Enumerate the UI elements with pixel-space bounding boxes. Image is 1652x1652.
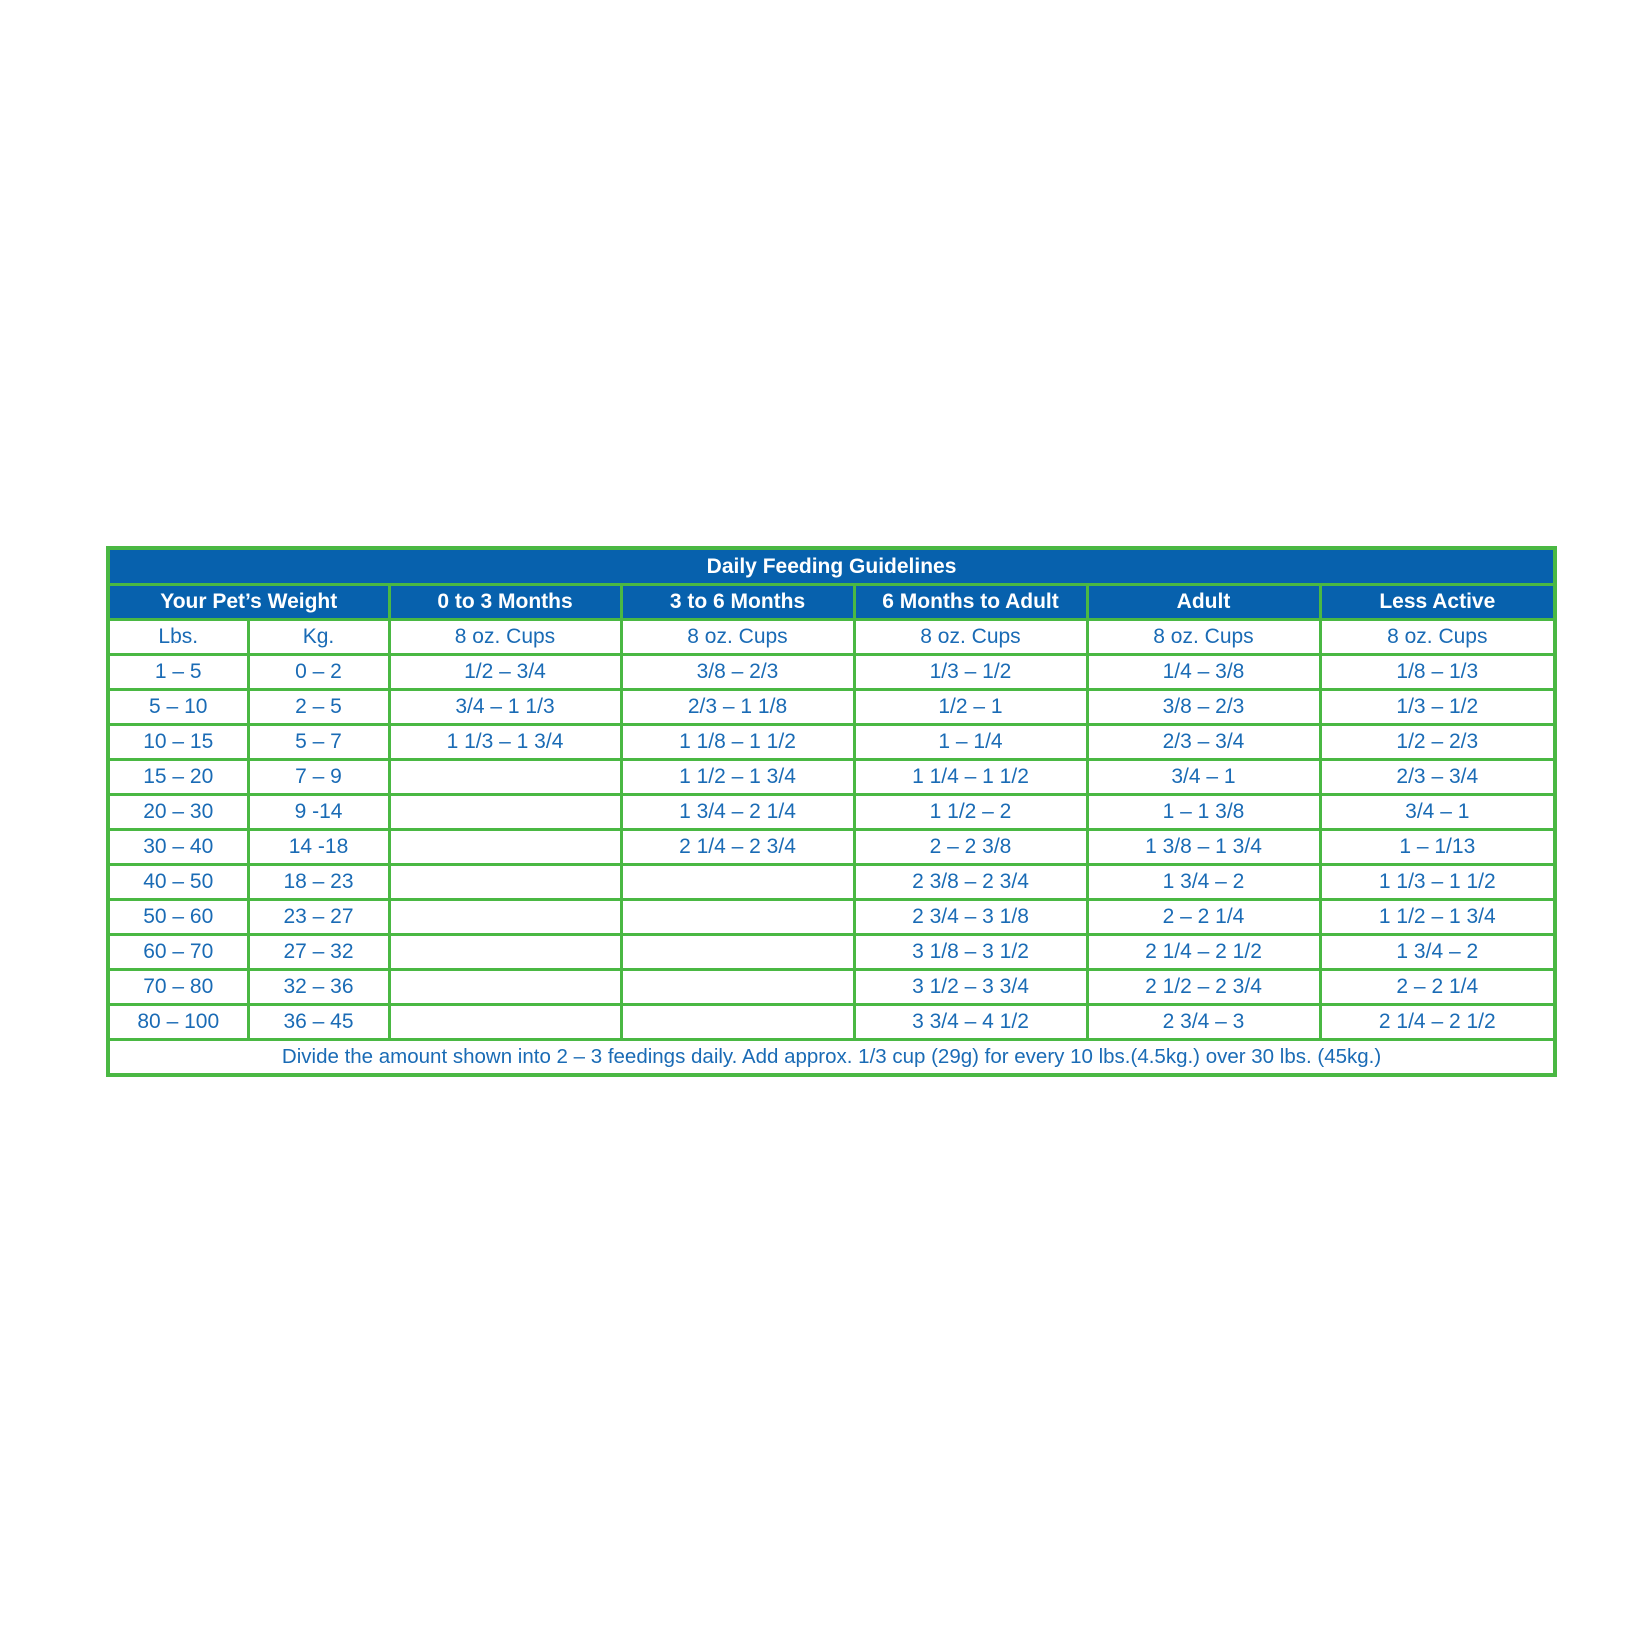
note-row xyxy=(108,1040,1555,1076)
cups-less-active: 2/3 – 3/4 xyxy=(1320,760,1555,795)
table-row xyxy=(108,970,1555,1005)
kg-cell: 5 – 7 xyxy=(248,725,389,760)
kg-cell: 32 – 36 xyxy=(248,970,389,1005)
kg-cell: 7 – 9 xyxy=(248,760,389,795)
cups-3-6-months: 2/3 – 1 1/8 xyxy=(621,690,854,725)
kg-cell: 23 – 27 xyxy=(248,900,389,935)
header-3-6-months: 3 to 6 Months xyxy=(621,585,854,620)
cups-adult: 2 1/2 – 2 3/4 xyxy=(1087,970,1320,1005)
cups-adult: 1 3/4 – 2 xyxy=(1087,865,1320,900)
table-row xyxy=(108,900,1555,935)
table-row xyxy=(108,1005,1555,1040)
table-row xyxy=(108,725,1555,760)
units-row xyxy=(108,620,1555,655)
cups-6-months-adult: 3 3/4 – 4 1/2 xyxy=(854,1005,1087,1040)
table-row xyxy=(108,760,1555,795)
cups-0-3-months: 1/2 – 3/4 xyxy=(389,655,621,690)
unit-cups: 8 oz. Cups xyxy=(389,620,621,655)
cups-3-6-months: 3/8 – 2/3 xyxy=(621,655,854,690)
lbs-cell: 1 – 5 xyxy=(108,655,248,690)
cups-less-active: 1/2 – 2/3 xyxy=(1320,725,1555,760)
cups-adult: 1 – 1 3/8 xyxy=(1087,795,1320,830)
kg-cell: 27 – 32 xyxy=(248,935,389,970)
cups-less-active: 1 – 1/13 xyxy=(1320,830,1555,865)
cups-0-3-months xyxy=(389,865,621,900)
table-row xyxy=(108,830,1555,865)
cups-6-months-adult: 3 1/2 – 3 3/4 xyxy=(854,970,1087,1005)
cups-less-active: 1 1/3 – 1 1/2 xyxy=(1320,865,1555,900)
lbs-cell: 50 – 60 xyxy=(108,900,248,935)
cups-6-months-adult: 1/3 – 1/2 xyxy=(854,655,1087,690)
lbs-cell: 5 – 10 xyxy=(108,690,248,725)
cups-6-months-adult: 2 3/4 – 3 1/8 xyxy=(854,900,1087,935)
unit-kg: Kg. xyxy=(248,620,389,655)
cups-0-3-months xyxy=(389,830,621,865)
table-row xyxy=(108,655,1555,690)
cups-less-active: 2 1/4 – 2 1/2 xyxy=(1320,1005,1555,1040)
table-body xyxy=(108,620,1555,1040)
title-row xyxy=(108,548,1555,585)
cups-adult: 3/8 – 2/3 xyxy=(1087,690,1320,725)
lbs-cell: 15 – 20 xyxy=(108,760,248,795)
lbs-cell: 80 – 100 xyxy=(108,1005,248,1040)
kg-cell: 0 – 2 xyxy=(248,655,389,690)
table-row xyxy=(108,935,1555,970)
cups-3-6-months xyxy=(621,900,854,935)
kg-cell: 9 -14 xyxy=(248,795,389,830)
cups-6-months-adult: 1 – 1/4 xyxy=(854,725,1087,760)
unit-cups: 8 oz. Cups xyxy=(1087,620,1320,655)
cups-3-6-months: 1 1/2 – 1 3/4 xyxy=(621,760,854,795)
cups-less-active: 1 1/2 – 1 3/4 xyxy=(1320,900,1555,935)
cups-6-months-adult: 1 1/4 – 1 1/2 xyxy=(854,760,1087,795)
cups-adult: 1/4 – 3/8 xyxy=(1087,655,1320,690)
cups-6-months-adult: 2 – 2 3/8 xyxy=(854,830,1087,865)
lbs-cell: 20 – 30 xyxy=(108,795,248,830)
cups-adult: 3/4 – 1 xyxy=(1087,760,1320,795)
cups-3-6-months: 2 1/4 – 2 3/4 xyxy=(621,830,854,865)
kg-cell: 36 – 45 xyxy=(248,1005,389,1040)
unit-lbs: Lbs. xyxy=(108,620,248,655)
cups-less-active: 1/3 – 1/2 xyxy=(1320,690,1555,725)
cups-0-3-months xyxy=(389,1005,621,1040)
lbs-cell: 10 – 15 xyxy=(108,725,248,760)
cups-less-active: 1/8 – 1/3 xyxy=(1320,655,1555,690)
cups-0-3-months xyxy=(389,795,621,830)
cups-0-3-months xyxy=(389,760,621,795)
cups-6-months-adult: 1/2 – 1 xyxy=(854,690,1087,725)
unit-cups: 8 oz. Cups xyxy=(621,620,854,655)
cups-adult: 2 1/4 – 2 1/2 xyxy=(1087,935,1320,970)
cups-3-6-months xyxy=(621,970,854,1005)
table-row xyxy=(108,795,1555,830)
lbs-cell: 70 – 80 xyxy=(108,970,248,1005)
cups-6-months-adult: 1 1/2 – 2 xyxy=(854,795,1087,830)
kg-cell: 18 – 23 xyxy=(248,865,389,900)
header-less-active: Less Active xyxy=(1320,585,1555,620)
feeding-guidelines-table xyxy=(106,546,1557,1077)
kg-cell: 2 – 5 xyxy=(248,690,389,725)
cups-0-3-months xyxy=(389,900,621,935)
kg-cell: 14 -18 xyxy=(248,830,389,865)
cups-3-6-months xyxy=(621,1005,854,1040)
cups-6-months-adult: 3 1/8 – 3 1/2 xyxy=(854,935,1087,970)
cups-less-active: 2 – 2 1/4 xyxy=(1320,970,1555,1005)
header-0-3-months: 0 to 3 Months xyxy=(389,585,621,620)
cups-adult: 2 – 2 1/4 xyxy=(1087,900,1320,935)
cups-6-months-adult: 2 3/8 – 2 3/4 xyxy=(854,865,1087,900)
feeding-guidelines-container xyxy=(106,546,1553,1077)
cups-0-3-months: 1 1/3 – 1 3/4 xyxy=(389,725,621,760)
cups-adult: 2 3/4 – 3 xyxy=(1087,1005,1320,1040)
feeding-note: Divide the amount shown into 2 – 3 feedings daily. Add approx. 1/3 cup (29g) for every 10 lbs.(4.5kg.) over 30 lbs. (45kg.) xyxy=(108,1040,1555,1076)
cups-0-3-months xyxy=(389,970,621,1005)
cups-3-6-months: 1 3/4 – 2 1/4 xyxy=(621,795,854,830)
unit-cups: 8 oz. Cups xyxy=(1320,620,1555,655)
header-row xyxy=(108,585,1555,620)
table-row xyxy=(108,865,1555,900)
cups-0-3-months: 3/4 – 1 1/3 xyxy=(389,690,621,725)
cups-3-6-months xyxy=(621,935,854,970)
lbs-cell: 60 – 70 xyxy=(108,935,248,970)
lbs-cell: 30 – 40 xyxy=(108,830,248,865)
header-weight: Your Pet’s Weight xyxy=(108,585,389,620)
cups-less-active: 3/4 – 1 xyxy=(1320,795,1555,830)
header-6-months-adult: 6 Months to Adult xyxy=(854,585,1087,620)
cups-adult: 1 3/8 – 1 3/4 xyxy=(1087,830,1320,865)
cups-3-6-months xyxy=(621,865,854,900)
lbs-cell: 40 – 50 xyxy=(108,865,248,900)
table-title: Daily Feeding Guidelines xyxy=(108,548,1555,585)
header-adult: Adult xyxy=(1087,585,1320,620)
cups-0-3-months xyxy=(389,935,621,970)
cups-3-6-months: 1 1/8 – 1 1/2 xyxy=(621,725,854,760)
cups-adult: 2/3 – 3/4 xyxy=(1087,725,1320,760)
table-row xyxy=(108,690,1555,725)
cups-less-active: 1 3/4 – 2 xyxy=(1320,935,1555,970)
unit-cups: 8 oz. Cups xyxy=(854,620,1087,655)
